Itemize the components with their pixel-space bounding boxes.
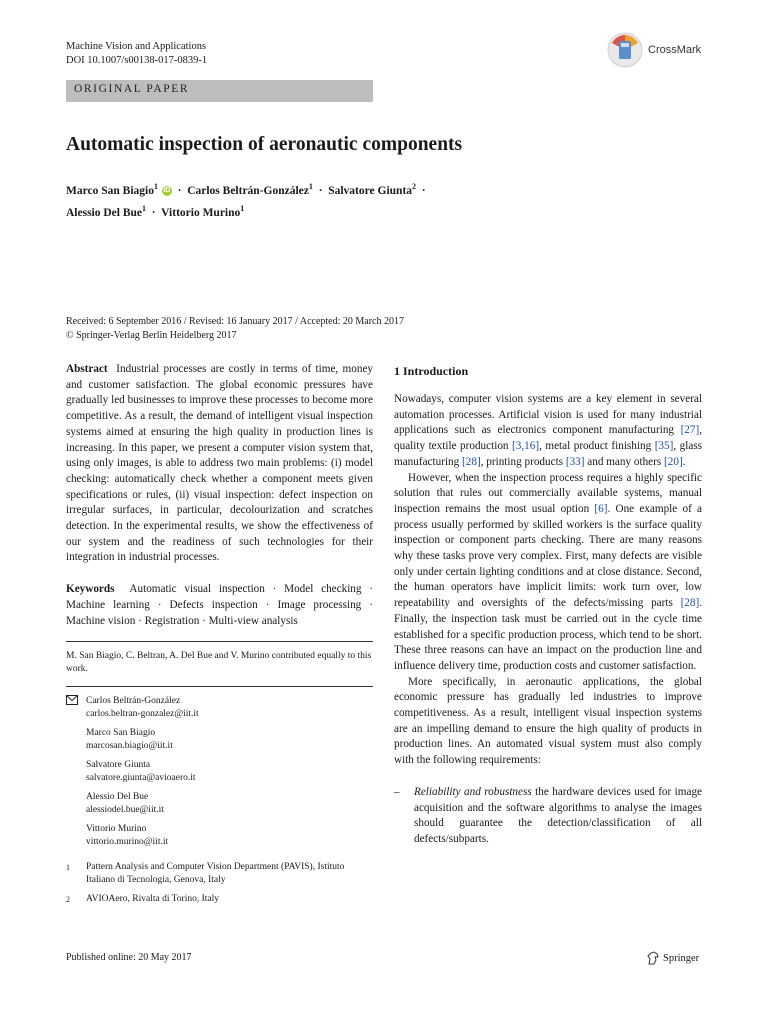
contact-name: Alessio Del Bue: [86, 792, 149, 803]
list-dash: –: [394, 785, 400, 798]
crossmark-icon: [606, 31, 644, 69]
requirement-description: the hardware devices used for image acquisition and the software algorithms to analyse the images should guarantee the detection/classification of all defects/subparts.: [414, 785, 703, 845]
requirement-term: Reliability and robustness: [414, 785, 532, 798]
author-1[interactable]: Marco San Biagio: [66, 184, 154, 197]
citation-link[interactable]: [28]: [680, 597, 700, 610]
contact-list: [86, 695, 199, 855]
author-2[interactable]: Carlos Beltrán-González: [187, 184, 309, 197]
contact-email[interactable]: vittorio.murino@iit.it: [86, 837, 169, 848]
journal-header: [66, 40, 207, 68]
publisher-name: Springer: [663, 952, 700, 964]
affiliations: [66, 861, 373, 906]
citation-link[interactable]: [28]: [462, 455, 481, 468]
author-5[interactable]: Vittorio Murino: [161, 206, 241, 219]
journal-name: Machine Vision and Applications: [66, 41, 207, 52]
affiliation-text: AVIOAero, Rivalta di Torino, Italy: [86, 894, 220, 905]
intro-paragraph-1: Nowadays, computer vision systems are a key element in several automation processes. Artificial vision is used for many industrial applications such as electronics component manufacturing [27], quality textile production [3,16], metal product finishing [35], glass manufacturing [28], printing products [33] and many others [20].: [394, 393, 703, 468]
contribution-note: M. San Biagio, C. Beltran, A. Del Bue and V. Murino contributed equally to this work.: [66, 651, 372, 675]
affiliation-number: 2: [66, 895, 70, 905]
publisher-logo[interactable]: [646, 951, 699, 965]
contact-name: Salvatore Giunta: [86, 760, 151, 771]
intro-paragraph-3: More specifically, in aeronautic applications, the global economic pressure has gradually led industries to improve competitiveness. As a result, intelligent visual inspection systems are an impelling demand to ensure the high quality of products in production lines. An automated visual system must also comply with the following requirements:: [394, 675, 702, 767]
citation-link[interactable]: [3,16]: [512, 440, 540, 453]
affiliation: [66, 861, 373, 887]
contact-name: Vittorio Murino: [86, 824, 147, 835]
copyright-line: © Springer-Verlag Berlin Heidelberg 2017: [66, 330, 237, 341]
contact-email[interactable]: marcosan.biagio@iit.it: [86, 741, 173, 752]
publication-dates: [66, 315, 686, 343]
dates-line: Received: 6 September 2016 / Revised: 16 January 2017 / Accepted: 20 March 2017: [66, 316, 404, 327]
contact-block: [66, 695, 373, 855]
section-banner-label: ORIGINAL PAPER: [74, 83, 190, 95]
citation-link[interactable]: [6]: [594, 502, 608, 515]
keywords: [66, 582, 373, 629]
abstract-text: Industrial processes are costly in terms of time, money and customer satisfaction. The global economic pressures have gradually led businesses to improve these processes to become more competitive. As a result, the demand of intelligent visual inspection systems aimed at ensuring the high quality in production lines is increasing. In this paper, we present a computer vision system that, using only images, is able to address two main problems: (i) model checking: automatically check whether a component meets given specifications or rules, (ii) visual inspection: defect inspection on irregular surfaces, in particular, decolourization and scratches detection. In the experimental results, we show the effectiveness of our system and the readiness of such technologies for their integration in industrial processes.: [66, 363, 374, 564]
citation-link[interactable]: [20]: [664, 455, 683, 468]
citation-link[interactable]: [27]: [680, 424, 700, 437]
paper-title: Automatic inspection of aeronautic components: [66, 134, 463, 155]
author-list: Marco San Biagio$^1$ iD · Carlos Beltrán-González$^1$ · Salvatore Giunta$^2$ · Alessio Del Bue$^1$ · Vittorio Murino$^1$: [66, 182, 426, 219]
orcid-icon[interactable]: iD: [163, 187, 171, 195]
author-3[interactable]: Salvatore Giunta: [328, 184, 413, 197]
requirement-text: [414, 785, 702, 848]
author-4[interactable]: Alessio Del Bue: [66, 206, 143, 219]
section-banner: [66, 80, 373, 102]
divider: [66, 641, 373, 642]
published-online: Published online: 20 May 2017: [66, 952, 192, 963]
affiliation-number: 1: [66, 863, 70, 873]
contact-name: Marco San Biagio: [86, 728, 156, 739]
contact-entry: [86, 791, 199, 817]
citation-link[interactable]: [35]: [654, 440, 674, 453]
contact-entry: [86, 695, 199, 721]
doi[interactable]: DOI 10.1007/s00138-017-0839-1: [66, 55, 208, 66]
intro-paragraph-2: However, when the inspection process requires a highly specific solution that rules out commercially available systems, manual inspection remains the most usual option [6]. One example of a process usually performed by skilled workers is the surface quality inspection or component parts checking. There are many reasons why these tasks prove very complex. First, many defects are visible only under certain lighting conditions and at close distance. Second, the human operators have implicit limits: work turn over, low repeatability and oversights of the defects/missing parts [28]. Finally, the inspection task must be carried out in the cycle time established for a specific production process, which tend to be short. These three reasons can have an impact on the production line and influence delivery time, production costs and customer satisfaction.: [394, 471, 703, 672]
crossmark-badge[interactable]: [606, 30, 716, 70]
keywords-text: Automatic visual inspection · Model checking · Machine learning · Defects inspection · Image processing · Machine vision · Registration · Multi-view analysis: [66, 583, 373, 627]
contact-entry: [86, 823, 199, 849]
contact-email[interactable]: alessiodel.bue@iit.it: [86, 805, 164, 816]
envelope-icon: [66, 695, 86, 855]
contact-email[interactable]: salvatore.giunta@avioaero.it: [86, 773, 196, 784]
contact-name: Carlos Beltrán-González: [86, 696, 181, 707]
right-column: [394, 362, 702, 848]
abstract-label: Abstract: [66, 363, 108, 375]
requirement-item: [394, 785, 702, 848]
section-heading-introduction: 1 Introduction: [394, 364, 469, 378]
crossmark-label: CrossMark: [648, 44, 702, 56]
left-column: [66, 362, 373, 912]
abstract: [66, 362, 373, 566]
contact-entry: [86, 727, 199, 753]
affiliation: [66, 893, 373, 906]
affiliation-text: Pattern Analysis and Computer Vision Department (PAVIS), Istituto Italiano di Tecnologia, Genova, Italy: [86, 862, 345, 886]
keywords-label: Keywords: [66, 583, 115, 596]
citation-link[interactable]: [33]: [565, 455, 585, 468]
contact-entry: [86, 759, 199, 785]
divider: [66, 686, 373, 687]
contact-email[interactable]: carlos.beltran-gonzalez@iit.it: [86, 709, 199, 720]
springer-horse-icon: [646, 951, 660, 965]
